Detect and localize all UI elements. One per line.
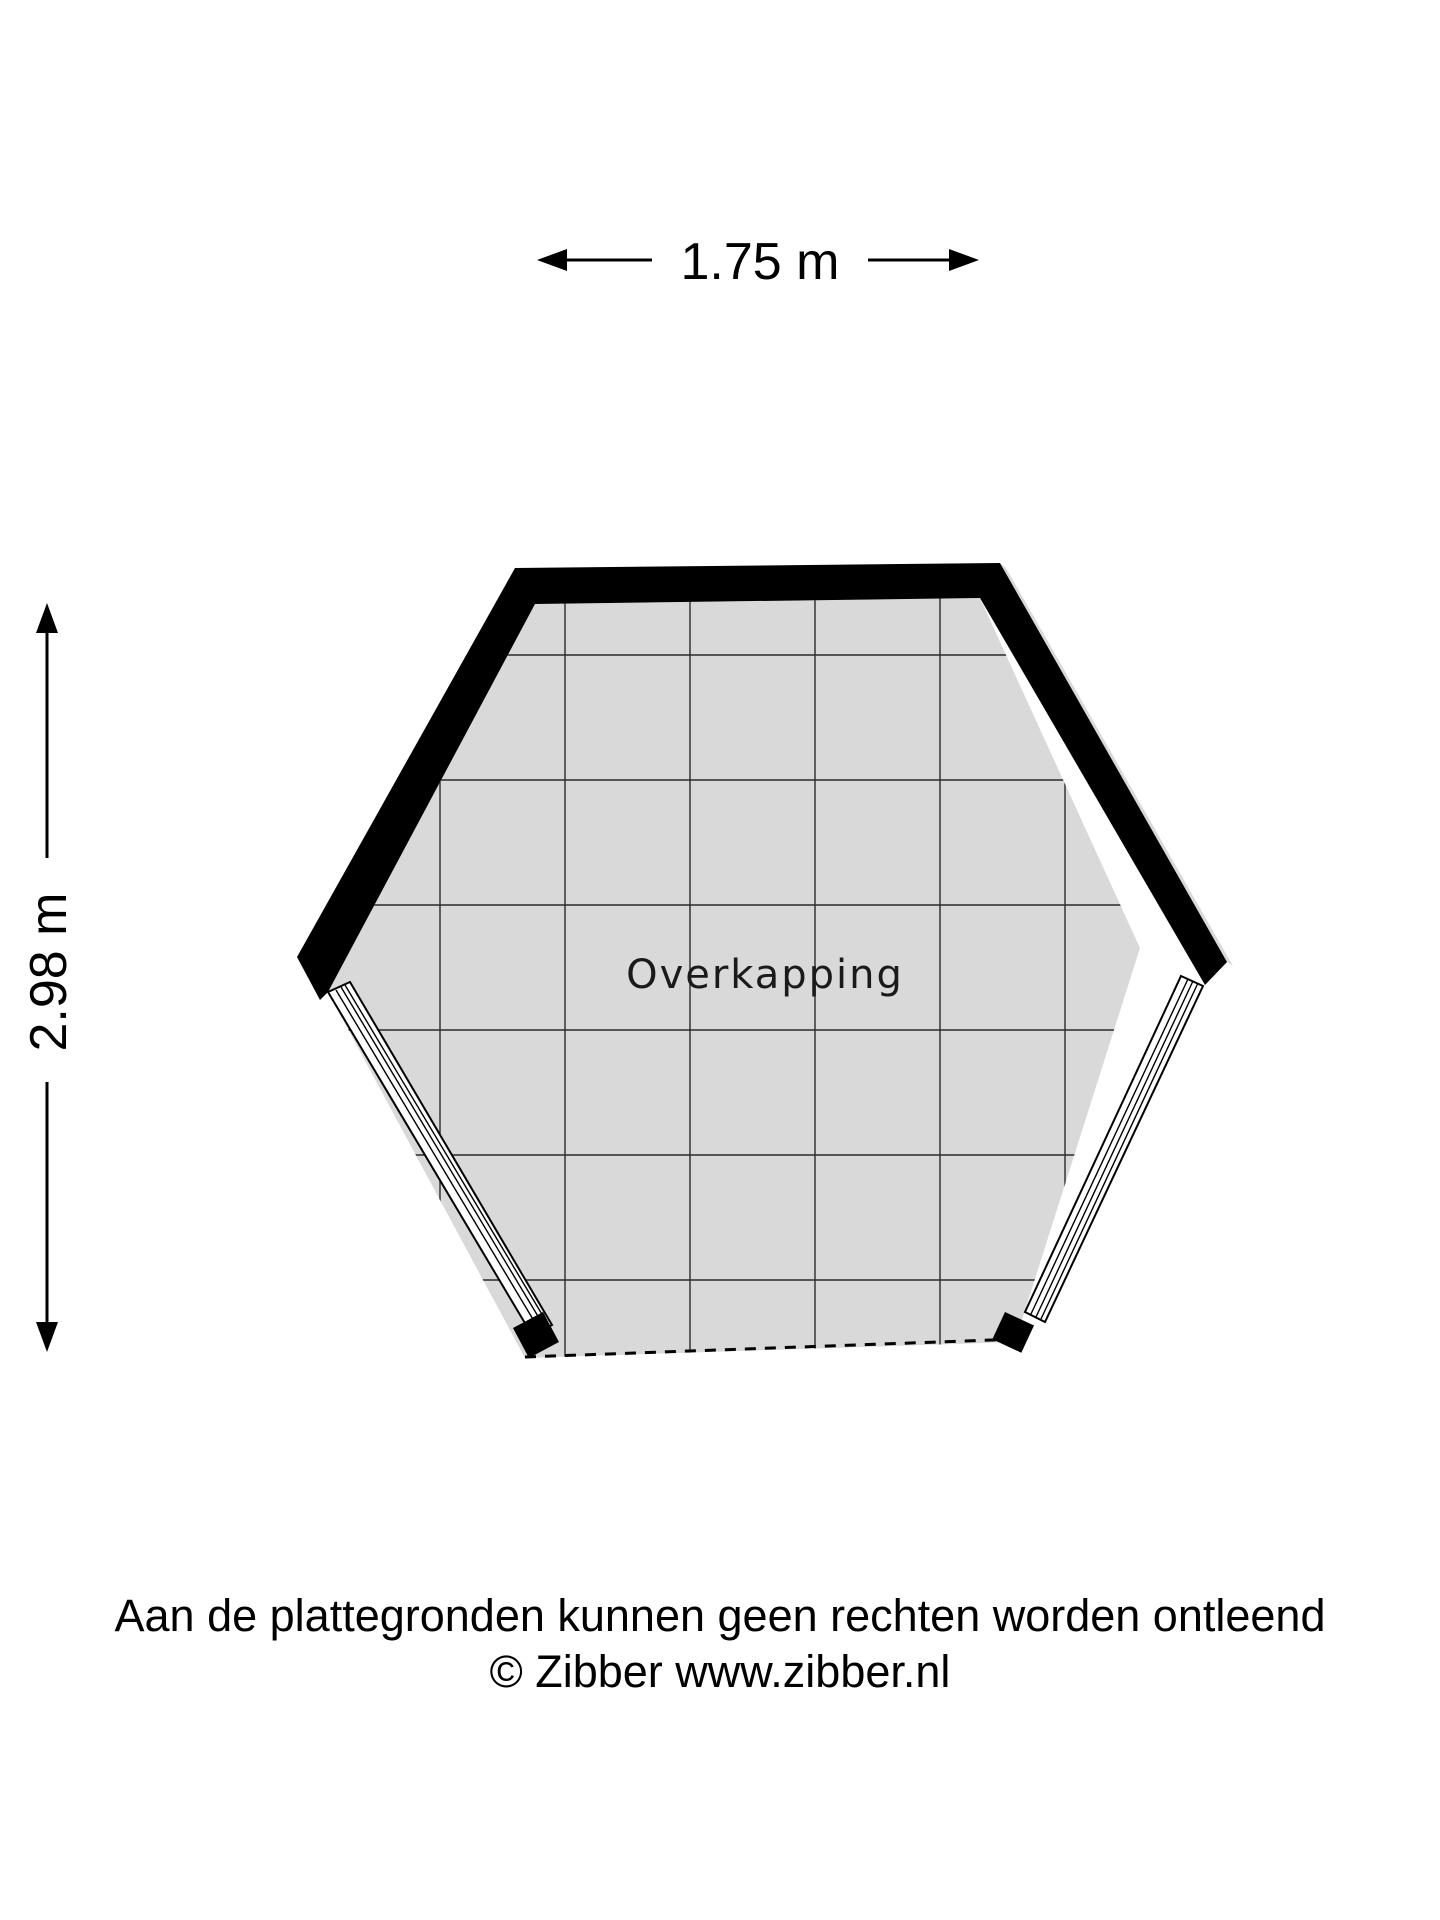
arrow-up-icon xyxy=(36,603,58,633)
height-dimension xyxy=(20,603,78,1352)
width-dimension xyxy=(537,233,979,291)
arrow-left-icon xyxy=(537,249,567,271)
room-label: Overkapping xyxy=(626,952,904,998)
width-dimension-label: 1.75 m xyxy=(680,233,840,291)
copyright-text: © Zibber www.zibber.nl xyxy=(489,1646,951,1697)
height-dimension-label: 2.98 m xyxy=(20,892,78,1052)
disclaimer-text: Aan de plattegronden kunnen geen rechten worden ontleend xyxy=(114,1590,1326,1641)
arrow-down-icon xyxy=(36,1322,58,1352)
footer xyxy=(0,1588,1440,1700)
arrow-right-icon xyxy=(949,249,979,271)
